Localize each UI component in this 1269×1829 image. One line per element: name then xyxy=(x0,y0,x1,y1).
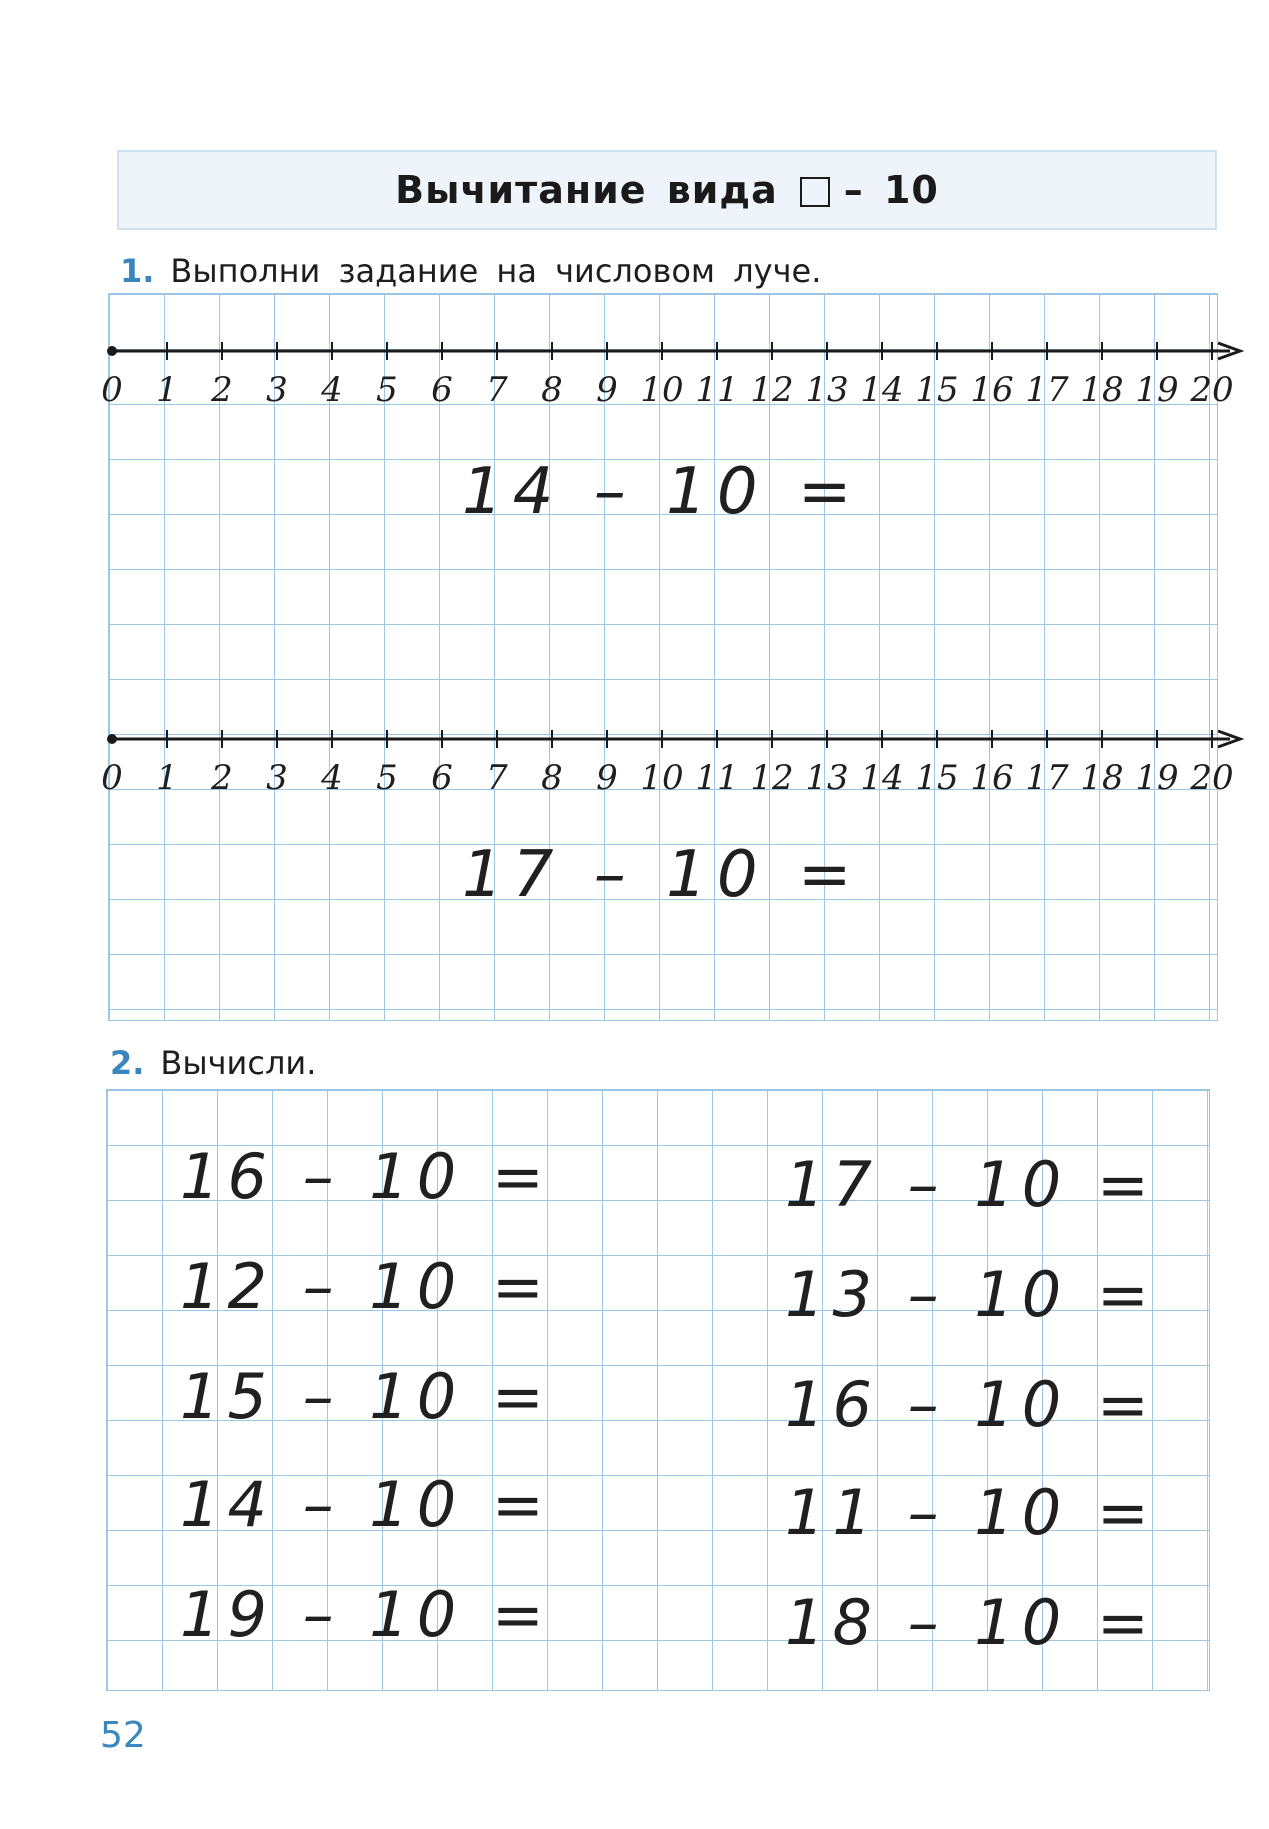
number-line-label: 0 xyxy=(101,370,123,410)
task2-left-4: 14 – 10 = xyxy=(180,1468,552,1541)
number-line-label: 3 xyxy=(266,370,288,410)
task2-right-1: 17 – 10 = xyxy=(785,1148,1157,1221)
task1-number: 1. xyxy=(120,252,155,290)
page-number: 52 xyxy=(100,1715,146,1756)
number-line-label: 5 xyxy=(376,758,398,798)
number-line-label: 9 xyxy=(596,758,618,798)
number-line-label: 13 xyxy=(805,758,849,798)
number-line-label: 3 xyxy=(266,758,288,798)
task2-heading xyxy=(110,1044,316,1082)
number-line-label: 16 xyxy=(970,758,1014,798)
number-line-label: 20 xyxy=(1190,758,1234,798)
number-line-label: 12 xyxy=(750,758,794,798)
task2-right-2: 13 – 10 = xyxy=(785,1258,1157,1331)
number-line-label: 6 xyxy=(431,370,453,410)
number-line-label: 17 xyxy=(1025,758,1069,798)
task2-left-5: 19 – 10 = xyxy=(180,1578,552,1651)
number-line-label: 4 xyxy=(321,370,343,410)
number-line-label: 7 xyxy=(486,370,508,410)
origin-dot xyxy=(107,734,117,744)
number-line-label: 8 xyxy=(541,370,563,410)
number-line-label: 18 xyxy=(1080,758,1124,798)
number-line-label: 15 xyxy=(915,758,959,798)
number-line-label: 13 xyxy=(805,370,849,410)
number-line-label: 19 xyxy=(1135,758,1179,798)
number-line-label: 11 xyxy=(695,370,739,410)
number-line-label: 6 xyxy=(431,758,453,798)
number-line-label: 5 xyxy=(376,370,398,410)
number-line-label: 11 xyxy=(695,758,739,798)
origin-dot xyxy=(107,346,117,356)
number-line-label: 12 xyxy=(750,370,794,410)
task2-left-3: 15 – 10 = xyxy=(180,1360,552,1433)
task2-right-5: 18 – 10 = xyxy=(785,1586,1157,1659)
number-line-label: 0 xyxy=(101,758,123,798)
task2-left-1: 16 – 10 = xyxy=(180,1140,552,1213)
task2-instruction: Вычисли. xyxy=(160,1044,317,1082)
number-line-label: 1 xyxy=(156,758,178,798)
task1-expression-1: 14 – 10 = xyxy=(462,455,862,529)
title-text-after: – 10 xyxy=(843,168,939,212)
number-line-1 xyxy=(101,342,1240,410)
number-line-label: 7 xyxy=(486,758,508,798)
number-line-label: 4 xyxy=(321,758,343,798)
number-line-label: 15 xyxy=(915,370,959,410)
task2-right-4: 11 – 10 = xyxy=(785,1476,1157,1549)
number-line-label: 10 xyxy=(640,370,684,410)
task2-right-3: 16 – 10 = xyxy=(785,1368,1157,1441)
number-line-label: 16 xyxy=(970,370,1014,410)
number-line-label: 8 xyxy=(541,758,563,798)
task1-expression-2: 17 – 10 = xyxy=(462,838,862,912)
number-line-label: 1 xyxy=(156,370,178,410)
number-line-label: 9 xyxy=(596,370,618,410)
task2-left-2: 12 – 10 = xyxy=(180,1250,552,1323)
title-text-before: Вычитание вида xyxy=(395,168,778,212)
number-line-label: 17 xyxy=(1025,370,1069,410)
number-line-label: 14 xyxy=(860,758,904,798)
number-line-label: 2 xyxy=(211,370,233,410)
number-line-label: 19 xyxy=(1135,370,1179,410)
task2-number: 2. xyxy=(110,1044,145,1082)
number-line-label: 10 xyxy=(640,758,684,798)
number-line-label: 18 xyxy=(1080,370,1124,410)
number-line-label: 20 xyxy=(1190,370,1234,410)
task1-instruction: Выполни задание на числовом луче. xyxy=(170,252,822,290)
number-line-label: 14 xyxy=(860,370,904,410)
number-line-2 xyxy=(101,730,1240,798)
number-line-label: 2 xyxy=(211,758,233,798)
